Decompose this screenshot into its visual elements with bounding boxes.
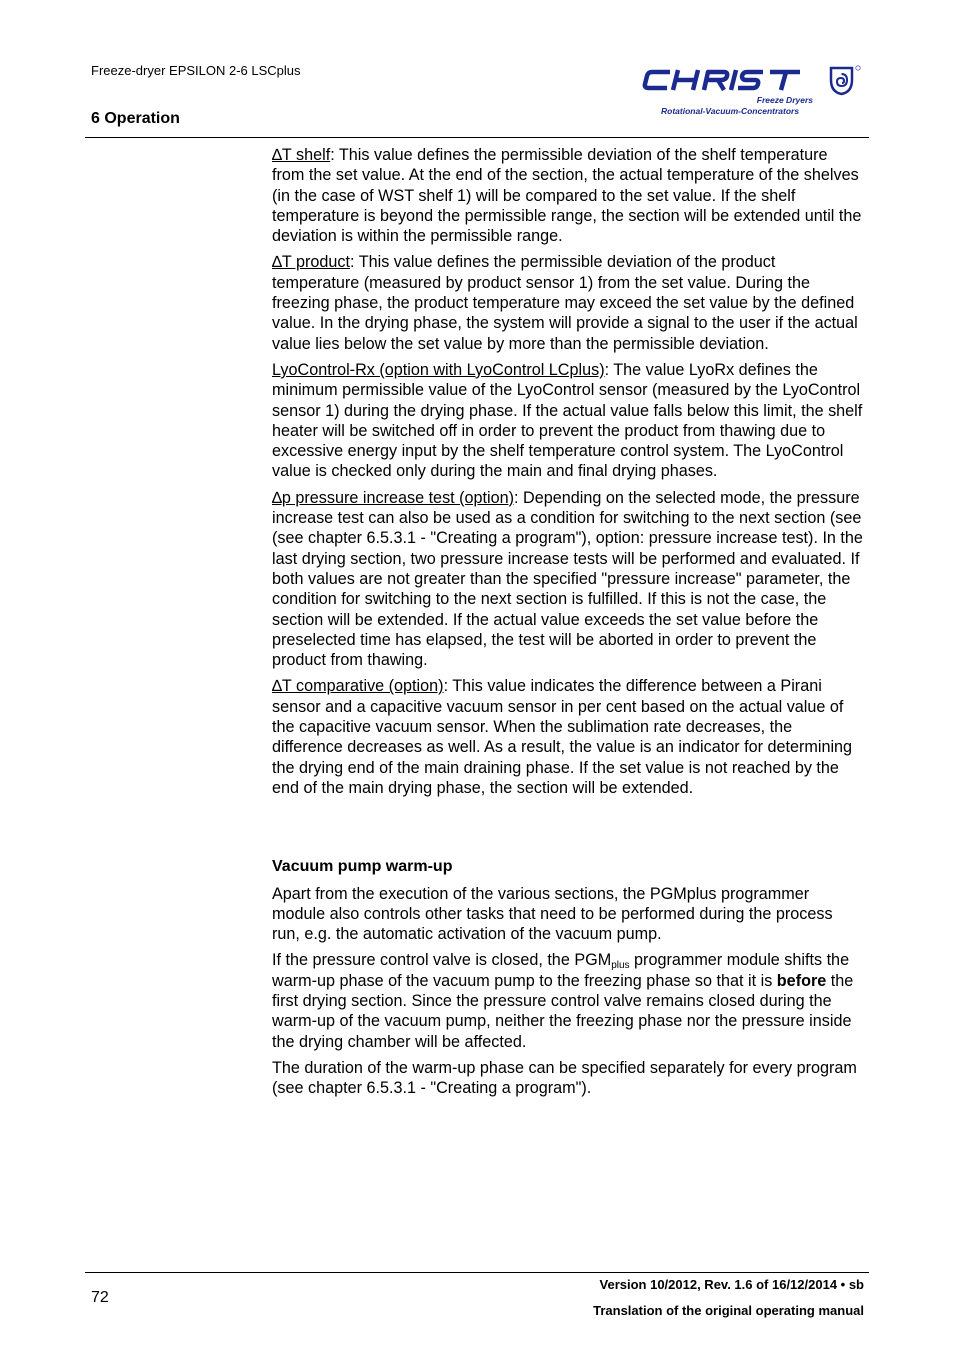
term-pressure-increase-test: ∆p pressure increase test (option) (272, 488, 515, 507)
paragraph-delta-t-shelf (272, 145, 864, 246)
text-delta-t-comparative: : This value indicates the difference between a Pirani sensor and a capacitive vacuum sensor in per cent based on the actual value of the capacitive vacuum sensor. When the sublimation rate decreases, the difference decreases as well. As a result, the value is an indicator for determining the drying end of the main draining phase. If the set value is not reached by the end of the main drying phase, the section will be extended. (272, 677, 853, 797)
text-lyocontrol-rx: : The value LyoRx defines the minimum permissible value of the LyoControl sensor (measured by the LyoControl sensor 1) during the drying phase. If the actual value falls below this limit, the shelf heater will be switched off in order to prevent the product from thawing due to excessive energy input by the shelf temperature control system. The LyoControl value is checked only during the main and final drying phases. (272, 360, 863, 481)
section-heading-vacuum-pump: Vacuum pump warm-up (272, 858, 453, 876)
main-content (272, 145, 864, 1104)
paragraph-pressure-increase-test (272, 488, 864, 671)
page-number: 72 (91, 1289, 109, 1306)
text-pressure-increase-test: : Depending on the selected mode, the pressure increase test can also be used as a condition for switching to the next section (see (see chapter 6.5.3.1 - "Creating a program"), option: pressure increase test). In the last drying section, two pressure increase tests will be performed and evaluated. If both values are not greater than the specified "pressure increase" parameter, the condition for switching to the next section is fulfilled. If this is not the case, the section will be extended. If the actual value exceeds the set value before the preselected time has elapsed, the test will be aborted in order to prevent the product from thawing. (272, 488, 863, 670)
header-divider (85, 137, 869, 138)
christ-wordmark (640, 62, 868, 96)
term-delta-t-product: ∆T product (272, 253, 350, 272)
paragraph-warm-up-duration: The duration of the warm-up phase can be specified separately for every program (see chapter 6.5.3.1 - "Creating a program"). (272, 1058, 857, 1098)
paragraph-pgmplus-tasks: Apart from the execution of the various sections, the PGMplus programmer module also controls other tasks that need to be performed during the process run, e.g. the automatic activation of the vacuum pump. (272, 884, 833, 944)
subscript-plus: plus (611, 960, 630, 972)
chapter-title: 6 Operation (91, 110, 180, 127)
paragraph-delta-t-comparative (272, 676, 864, 798)
term-delta-t-comparative: ∆T comparative (option) (272, 677, 444, 696)
term-delta-t-shelf: ∆T shelf (272, 146, 331, 164)
paragraph-warm-up-shift: If the pressure control valve is closed, the $PGM_{plus}$ programmer module shifts the warm-up phase of the vacuum pump to the freezing phase so that it is before the first drying section. Since the pressure control valve remains closed during the warm-up of the vacuum pump, neither the freezing phase nor the pressure inside the drying chamber will be affected. (272, 951, 854, 1051)
bold-before: before (776, 971, 827, 990)
footer-version: Version 10/2012, Rev. 1.6 of 16/12/2014 • sb (599, 1277, 864, 1292)
christ-logo (640, 62, 868, 120)
paragraph-lyocontrol-rx (272, 360, 864, 482)
logo-tagline-freeze-dryers: Freeze Dryers (756, 95, 813, 105)
logo-tagline-rvc: Rotational-Vacuum-Concentrators (661, 106, 800, 116)
text-delta-t-shelf: : This value defines the permissible deviation of the shelf temperature from the set value. At the end of the section, the actual temperature of the shelves (in the case of WST shelf 1) will be compared to the set value. If the shelf temperature is beyond the permissible range, the section will be extended until the deviation is within the permissible range. (272, 146, 862, 246)
footer-divider (85, 1272, 869, 1273)
footer-translation-note: Translation of the original operating manual (593, 1303, 864, 1318)
text-delta-t-product: : This value defines the permissible deviation of the product temperature (measured by product sensor 1) from the set value. During the freezing phase, the product temperature may exceed the set value by the defined value. In the drying phase, the system will provide a signal to the user if the actual value lies below the set value by more than the permissible deviation. (272, 253, 858, 353)
term-lyocontrol-rx: LyoControl-Rx (option with LyoControl LCplus) (272, 360, 605, 379)
document-title: Freeze-dryer EPSILON 2-6 LSCplus (91, 63, 301, 78)
paragraph-delta-t-product (272, 252, 864, 353)
spiral-emblem-icon (831, 66, 860, 94)
